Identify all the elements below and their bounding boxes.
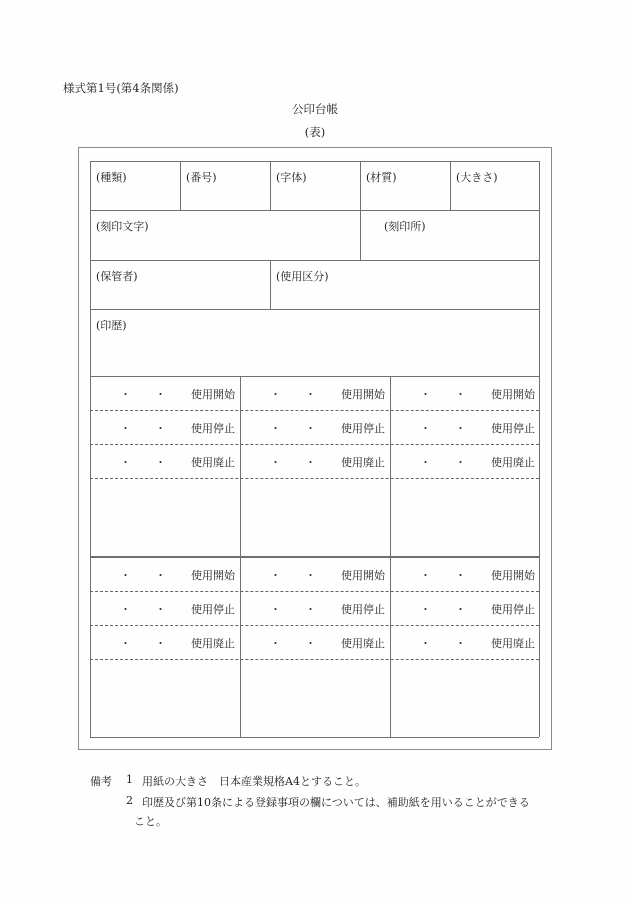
- date-separator: ・: [305, 603, 316, 616]
- dashed-divider: [90, 659, 539, 660]
- status-suspend[interactable]: 使用停止: [191, 603, 235, 616]
- row-divider: [90, 260, 539, 261]
- row-divider: [90, 210, 539, 211]
- field-typeface[interactable]: (字体): [276, 171, 307, 184]
- date-separator: ・: [155, 603, 166, 616]
- date-separator: ・: [155, 569, 166, 582]
- status-suspend[interactable]: 使用停止: [191, 422, 235, 435]
- field-seal-history: (印歴): [96, 319, 127, 332]
- dashed-divider: [90, 625, 539, 626]
- remark-text: 用紙の大きさ 日本産業規格A4とすること。: [142, 775, 366, 788]
- date-separator: ・: [420, 388, 431, 401]
- row-divider: [90, 309, 539, 310]
- date-separator: ・: [270, 569, 281, 582]
- date-separator: ・: [455, 388, 466, 401]
- divider: [240, 376, 241, 557]
- date-separator: ・: [455, 422, 466, 435]
- table-border-left: [90, 161, 91, 737]
- field-type[interactable]: (種類): [96, 171, 127, 184]
- date-separator: ・: [420, 422, 431, 435]
- divider: [180, 161, 181, 210]
- field-engraved-text[interactable]: (刻印文字): [96, 220, 149, 233]
- divider: [360, 161, 361, 210]
- table-border-right: [539, 161, 540, 737]
- status-abolish[interactable]: 使用廃止: [341, 637, 385, 650]
- date-separator: ・: [305, 422, 316, 435]
- remarks-label: 備考: [90, 775, 112, 788]
- date-separator: ・: [155, 456, 166, 469]
- divider: [270, 260, 271, 309]
- page-subtitle: (表): [304, 125, 326, 139]
- status-start[interactable]: 使用開始: [341, 569, 385, 582]
- status-suspend[interactable]: 使用停止: [341, 603, 385, 616]
- field-material[interactable]: (材質): [366, 171, 397, 184]
- date-separator: ・: [120, 422, 131, 435]
- table-border-bottom: [90, 737, 539, 738]
- remark-continuation: こと。: [134, 815, 167, 828]
- field-number[interactable]: (番号): [186, 171, 217, 184]
- date-separator: ・: [270, 456, 281, 469]
- field-usage-category[interactable]: (使用区分): [276, 270, 329, 283]
- status-start[interactable]: 使用開始: [191, 388, 235, 401]
- date-separator: ・: [455, 456, 466, 469]
- status-start[interactable]: 使用開始: [491, 569, 535, 582]
- status-abolish[interactable]: 使用廃止: [341, 456, 385, 469]
- date-separator: ・: [305, 388, 316, 401]
- date-separator: ・: [455, 637, 466, 650]
- dashed-divider: [90, 478, 539, 479]
- divider: [390, 376, 391, 557]
- divider: [240, 557, 241, 737]
- block-divider: [90, 556, 539, 558]
- date-separator: ・: [305, 456, 316, 469]
- date-separator: ・: [420, 569, 431, 582]
- date-separator: ・: [455, 603, 466, 616]
- date-separator: ・: [420, 456, 431, 469]
- status-suspend[interactable]: 使用停止: [491, 422, 535, 435]
- divider: [390, 557, 391, 737]
- field-size[interactable]: (大きさ): [456, 171, 498, 184]
- status-start[interactable]: 使用開始: [491, 388, 535, 401]
- date-separator: ・: [120, 637, 131, 650]
- page-title: 公印台帳: [292, 102, 338, 116]
- date-separator: ・: [120, 603, 131, 616]
- date-separator: ・: [420, 603, 431, 616]
- dashed-divider: [90, 410, 539, 411]
- status-start[interactable]: 使用開始: [341, 388, 385, 401]
- date-separator: ・: [155, 422, 166, 435]
- date-separator: ・: [420, 637, 431, 650]
- dashed-divider: [90, 444, 539, 445]
- status-suspend[interactable]: 使用停止: [491, 603, 535, 616]
- status-abolish[interactable]: 使用廃止: [491, 637, 535, 650]
- table-border-top: [90, 161, 539, 162]
- dashed-divider: [90, 591, 539, 592]
- status-start[interactable]: 使用開始: [191, 569, 235, 582]
- date-separator: ・: [270, 603, 281, 616]
- divider: [360, 210, 361, 260]
- status-abolish[interactable]: 使用廃止: [491, 456, 535, 469]
- field-engraver[interactable]: (刻印所): [384, 220, 426, 233]
- divider: [450, 161, 451, 210]
- status-suspend[interactable]: 使用停止: [341, 422, 385, 435]
- remark-text: 印歴及び第10条による登録事項の欄については、補助紙を用いることができる: [142, 796, 530, 809]
- date-separator: ・: [270, 388, 281, 401]
- date-separator: ・: [155, 637, 166, 650]
- status-abolish[interactable]: 使用廃止: [191, 637, 235, 650]
- date-separator: ・: [120, 456, 131, 469]
- date-separator: ・: [270, 422, 281, 435]
- date-separator: ・: [305, 569, 316, 582]
- date-separator: ・: [120, 569, 131, 582]
- row-divider: [90, 376, 539, 377]
- remark-number: 1: [126, 773, 133, 786]
- form-identifier: 様式第1号(第4条関係): [63, 81, 179, 95]
- date-separator: ・: [120, 388, 131, 401]
- date-separator: ・: [305, 637, 316, 650]
- field-custodian[interactable]: (保管者): [96, 270, 138, 283]
- status-abolish[interactable]: 使用廃止: [191, 456, 235, 469]
- date-separator: ・: [270, 637, 281, 650]
- remark-number: 2: [126, 794, 133, 807]
- date-separator: ・: [155, 388, 166, 401]
- date-separator: ・: [455, 569, 466, 582]
- divider: [270, 161, 271, 210]
